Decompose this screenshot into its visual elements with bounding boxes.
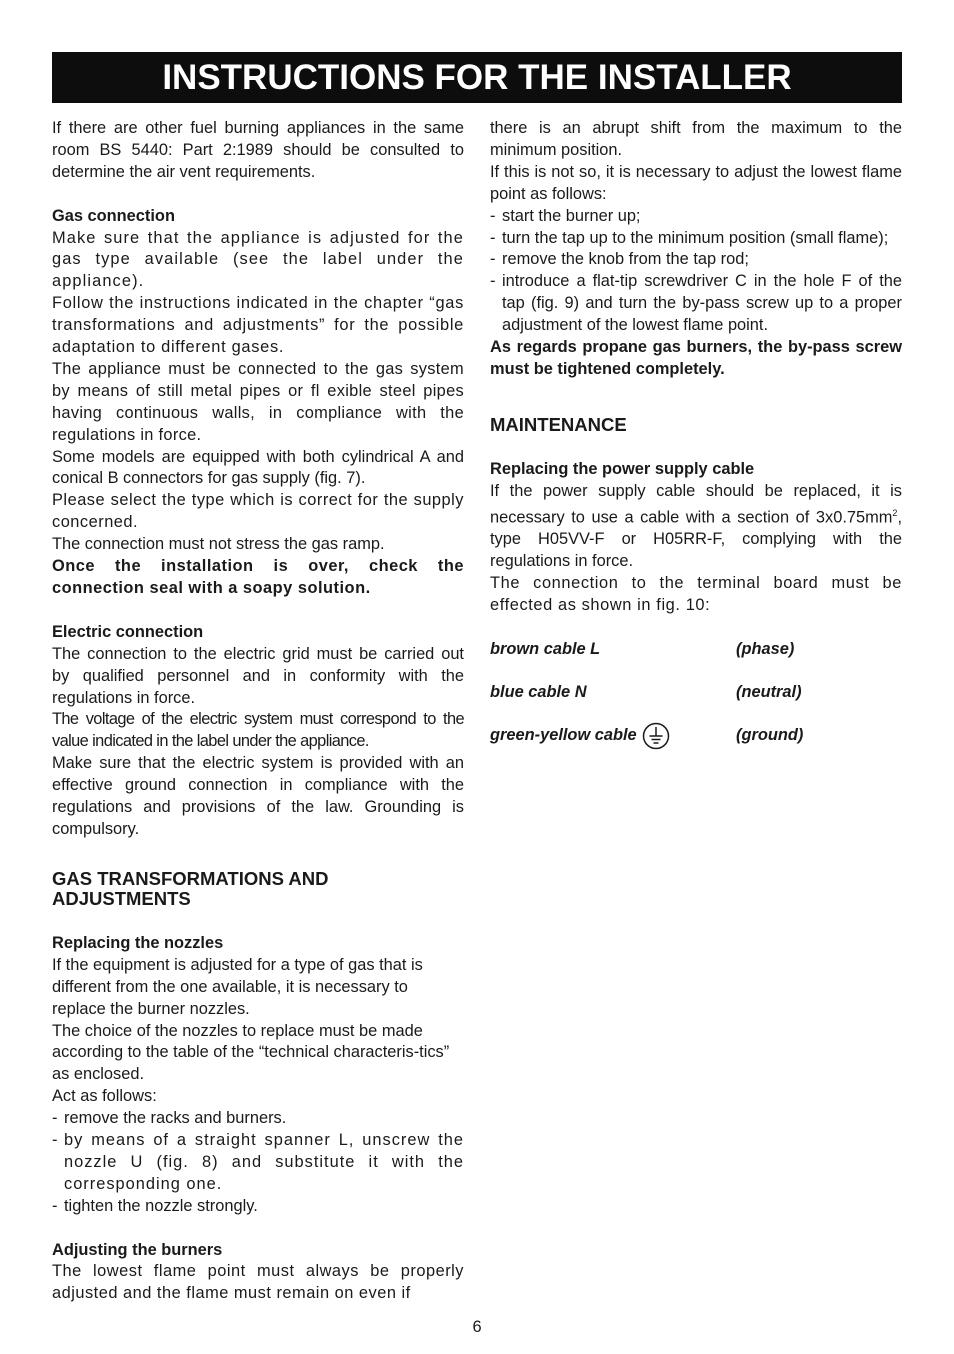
paragraph: If this is not so, it is necessary to adjust the lowest flame point as follows: bbox=[490, 162, 902, 203]
paragraph: Some models are equipped with both cylindrical A and conical B connectors for gas supply (fig. 7). bbox=[52, 447, 464, 488]
paragraph: Make sure that the electric system is provided with an effective ground connection in compliance with the regulations and provisions of the law. Grounding is compulsory. bbox=[52, 754, 464, 838]
paragraph: The connection to the terminal board must be effected as shown in fig. 10: bbox=[490, 573, 902, 614]
title-banner bbox=[52, 52, 902, 103]
paragraph: Follow the instructions indicated in the chapter “gas transformations and adjustments” for the possible adaptation to different gases. bbox=[52, 294, 464, 357]
ground-symbol-icon bbox=[642, 722, 670, 750]
paragraph: The appliance must be connected to the gas system by means of still metal pipes or fl exible steel pipes having continuous walls, in compliance with the regulations in force. bbox=[52, 359, 464, 444]
soapy-solution-warning: Once the installation is over, check the connection seal with a soapy solution. bbox=[52, 557, 464, 598]
gas-connection-heading: Gas connection bbox=[52, 206, 175, 225]
list-item: - remove the racks and burners. bbox=[52, 1109, 287, 1128]
paragraph: If the equipment is adjusted for a type of gas that is different from the one available, it is necessary to replace the burner nozzles. bbox=[52, 955, 423, 1018]
cable-role: (ground) bbox=[736, 726, 804, 745]
paragraph: there is an abrupt shift from the maximum to the minimum position. bbox=[490, 119, 902, 159]
list-item: - start the burner up; bbox=[490, 206, 641, 225]
intro-paragraph: If there are other fuel burning appliances in the same room BS 5440: Part 2:1989 should be consulted to determine the air vent requirements. bbox=[52, 119, 464, 181]
left-column bbox=[52, 118, 464, 1305]
list-item: - tighten the nozzle strongly. bbox=[52, 1196, 258, 1215]
paragraph: If the power supply cable should be replaced, it is necessary to use a cable with a section of $3x0.75mm^2$, type H05VV-F or H05RR-F, complying with the regulations in force. bbox=[490, 481, 902, 570]
cable-name: green-yellow cable bbox=[490, 726, 637, 745]
right-column bbox=[490, 118, 902, 750]
heading-line: GAS TRANSFORMATIONS AND bbox=[52, 867, 329, 889]
cable-role: (neutral) bbox=[736, 683, 802, 702]
adjusting-burners-heading: Adjusting the burners bbox=[52, 1240, 223, 1259]
paragraph: The choice of the nozzles to replace must be made according to the table of the “technical characteris-tics” as enclosed. bbox=[52, 1021, 450, 1084]
cable-table bbox=[490, 639, 902, 751]
page-number: 6 bbox=[472, 1318, 482, 1336]
electric-connection-heading: Electric connection bbox=[52, 622, 204, 641]
list-item: - turn the tap up to the minimum position (small flame); bbox=[490, 228, 889, 247]
table-row bbox=[490, 639, 902, 661]
heading-line: ADJUSTMENTS bbox=[52, 887, 191, 909]
paragraph: The connection to the electric grid must be carried out by qualified personnel and in conformity with the regulations in force. bbox=[52, 644, 464, 707]
cable-role: (phase) bbox=[736, 639, 795, 658]
paragraph: The connection must not stress the gas ramp. bbox=[52, 535, 385, 554]
list-item: - by means of a straight spanner L, unscrew the nozzle U (fig. 8) and substitute it with the corresponding one. bbox=[52, 1131, 464, 1193]
maintenance-heading: MAINTENANCE bbox=[490, 413, 627, 435]
list-item: - introduce a flat-tip screwdriver C in the hole F of the tap (fig. 9) and turn the by-pass screw up to a proper adjustment of the lowest flame point. bbox=[490, 272, 902, 335]
paragraph: The lowest flame point must always be properly adjusted and the flame must remain on even if bbox=[52, 1262, 464, 1303]
gas-transformations-heading bbox=[52, 869, 464, 909]
gas-connection-section bbox=[52, 206, 464, 600]
paragraph: The voltage of the electric system must correspond to the value indicated in the label under the appliance. bbox=[52, 710, 464, 751]
list-item: - remove the knob from the tap rod; bbox=[490, 250, 749, 269]
nozzle-steps-list bbox=[52, 1108, 464, 1218]
table-row bbox=[490, 682, 902, 704]
electric-connection-section bbox=[52, 622, 464, 841]
paragraph: Please select the type which is correct for the supply concerned. bbox=[52, 491, 464, 532]
cable-name: brown cable L bbox=[490, 639, 601, 658]
paragraph: Make sure that the appliance is adjusted for the gas type available (see the label under the appliance). bbox=[52, 228, 464, 291]
replacing-nozzles-heading: Replacing the nozzles bbox=[52, 933, 224, 952]
gas-transformations-section bbox=[52, 869, 464, 1305]
maintenance-section bbox=[490, 415, 902, 750]
page-title: INSTRUCTIONS FOR THE INSTALLER bbox=[162, 58, 792, 97]
burner-adjust-steps-list bbox=[490, 206, 902, 337]
propane-note: As regards propane gas burners, the by-pass screw must be tightened completely. bbox=[490, 338, 902, 378]
table-row bbox=[490, 722, 902, 750]
power-cable-heading: Replacing the power supply cable bbox=[490, 459, 755, 478]
cable-name: blue cable N bbox=[490, 683, 587, 702]
paragraph: Act as follows: bbox=[52, 1087, 157, 1106]
